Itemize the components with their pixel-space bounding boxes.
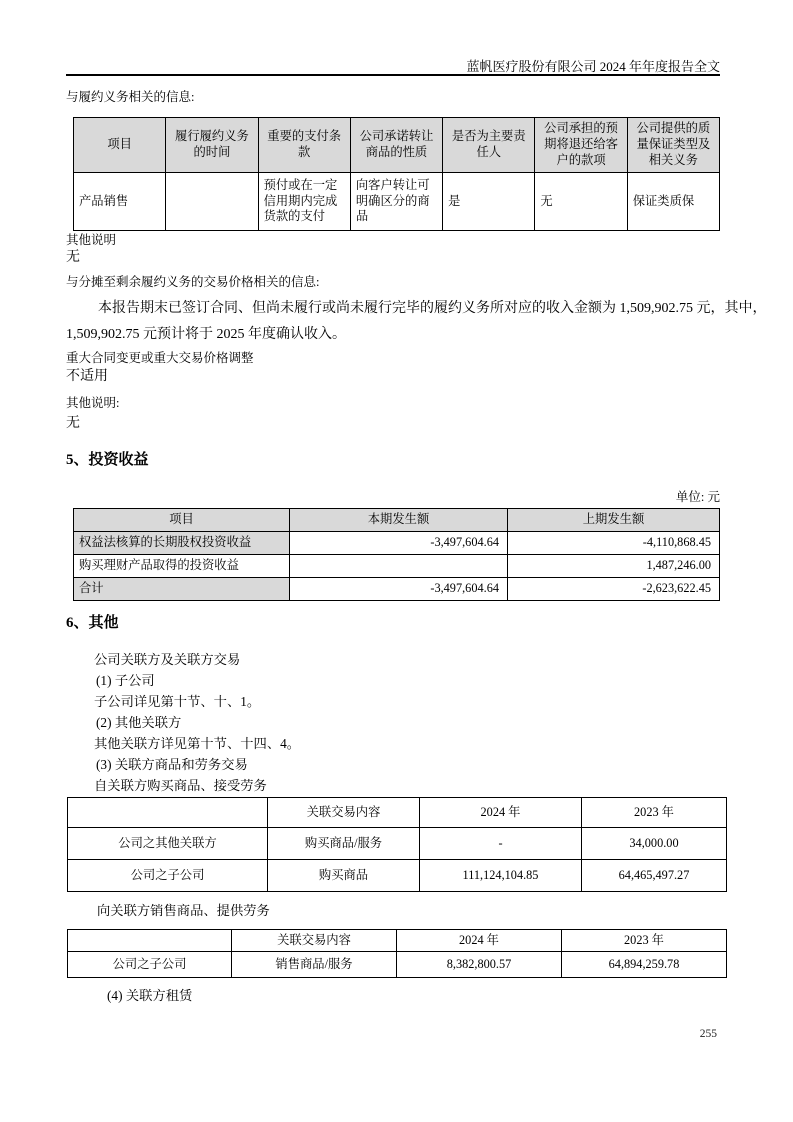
header-cell: 项目 xyxy=(74,509,290,532)
header-cell: 关联交易内容 xyxy=(232,930,397,952)
header-cell: 2023 年 xyxy=(562,930,727,952)
remaining-obligation-paragraph-line1: 本报告期末已签订合同、但尚未履行或尚未履行完毕的履约义务所对应的收入金额为 1,509,902.75 元，其中， xyxy=(98,301,767,316)
related-party-line: 其他关联方详见第十节、十四、4。 xyxy=(94,736,301,751)
data-cell: 购买商品/服务 xyxy=(268,828,420,860)
header-cell: 上期发生额 xyxy=(508,509,720,532)
data-cell: -4,110,868.45 xyxy=(508,532,720,555)
data-cell: 保证类质保 xyxy=(627,173,719,231)
header-cell: 2024 年 xyxy=(420,798,582,828)
data-cell: 公司之子公司 xyxy=(68,952,232,978)
table-header-row xyxy=(74,509,720,532)
data-cell xyxy=(166,173,258,231)
header-cell: 项目 xyxy=(74,118,166,173)
other-note-label: 其他说明 xyxy=(66,233,117,247)
related-party-line: 自关联方购买商品、接受劳务 xyxy=(94,778,267,793)
header-cell xyxy=(68,930,232,952)
data-cell: 预付或在一定信用期内完成货款的支付 xyxy=(258,173,350,231)
data-cell: 111,124,104.85 xyxy=(420,860,582,892)
table-header-row xyxy=(68,930,727,952)
table-header-row xyxy=(68,798,727,828)
data-cell: 64,894,259.78 xyxy=(562,952,727,978)
data-cell: 合计 xyxy=(74,578,290,601)
major-change-value: 不适用 xyxy=(66,369,108,384)
sales-heading: 向关联方销售商品、提供劳务 xyxy=(97,903,270,918)
performance-obligation-table xyxy=(73,117,720,231)
investment-income-table xyxy=(73,508,720,601)
table-row xyxy=(74,578,720,601)
related-party-line: (3) 关联方商品和劳务交易 xyxy=(96,757,248,772)
table-row xyxy=(68,860,727,892)
data-cell: -3,497,604.64 xyxy=(290,578,508,601)
data-cell: 向客户转让可明确区分的商品 xyxy=(350,173,442,231)
data-cell: 权益法核算的长期股权投资收益 xyxy=(74,532,290,555)
data-cell: 购买理财产品取得的投资收益 xyxy=(74,555,290,578)
table-row xyxy=(68,952,727,978)
data-cell: 是 xyxy=(443,173,535,231)
header-cell: 2024 年 xyxy=(397,930,562,952)
data-cell: 64,465,497.27 xyxy=(582,860,727,892)
data-cell: -3,497,604.64 xyxy=(290,532,508,555)
section-5-heading: 5、投资收益 xyxy=(66,452,149,468)
other-note2-label: 其他说明: xyxy=(66,396,120,410)
header-cell: 公司承诺转让商品的性质 xyxy=(350,118,442,173)
header-cell: 本期发生额 xyxy=(290,509,508,532)
related-party-line: (2) 其他关联方 xyxy=(96,715,182,730)
table-row xyxy=(74,173,720,231)
report-header-title: 蓝帆医疗股份有限公司 2024 年年度报告全文 xyxy=(466,59,720,74)
purchase-from-related-table xyxy=(67,797,727,892)
related-party-line: 子公司详见第十节、十、1。 xyxy=(94,694,261,709)
data-cell: 无 xyxy=(535,173,627,231)
page-number: 255 xyxy=(699,1028,717,1040)
data-cell xyxy=(290,555,508,578)
other-note-value: 无 xyxy=(66,250,80,265)
data-cell: 34,000.00 xyxy=(582,828,727,860)
data-cell: -2,623,622.45 xyxy=(508,578,720,601)
data-cell: 产品销售 xyxy=(74,173,166,231)
data-cell: 1,487,246.00 xyxy=(508,555,720,578)
table-row xyxy=(74,555,720,578)
data-cell: 公司之子公司 xyxy=(68,860,268,892)
header-rule xyxy=(66,74,720,76)
data-cell: - xyxy=(420,828,582,860)
header-cell: 关联交易内容 xyxy=(268,798,420,828)
header-cell: 公司承担的预期将退还给客户的款项 xyxy=(535,118,627,173)
data-cell: 8,382,800.57 xyxy=(397,952,562,978)
performance-obligation-info-label: 与履约义务相关的信息: xyxy=(66,90,195,104)
related-party-line: (1) 子公司 xyxy=(96,673,155,688)
related-party-line: 公司关联方及关联方交易 xyxy=(94,652,241,667)
remaining-obligation-info-label: 与分摊至剩余履约义务的交易价格相关的信息: xyxy=(66,275,320,289)
lease-heading: (4) 关联方租赁 xyxy=(107,988,193,1003)
sales-to-related-table xyxy=(67,929,727,978)
unit-label: 单位: 元 xyxy=(675,490,720,504)
header-cell xyxy=(68,798,268,828)
data-cell: 购买商品 xyxy=(268,860,420,892)
table-header-row xyxy=(74,118,720,173)
header-cell: 2023 年 xyxy=(582,798,727,828)
header-cell: 重要的支付条款 xyxy=(258,118,350,173)
data-cell: 公司之其他关联方 xyxy=(68,828,268,860)
header-cell: 履行履约义务的时间 xyxy=(166,118,258,173)
other-note2-value: 无 xyxy=(66,416,80,431)
header-cell: 公司提供的质量保证类型及相关义务 xyxy=(627,118,719,173)
remaining-obligation-paragraph-line2: 1,509,902.75 元预计将于 2025 年度确认收入。 xyxy=(66,327,346,342)
table-row xyxy=(74,532,720,555)
major-change-label: 重大合同变更或重大交易价格调整 xyxy=(66,351,254,365)
section-6-heading: 6、其他 xyxy=(66,615,119,631)
header-cell: 是否为主要责任人 xyxy=(443,118,535,173)
table-row xyxy=(68,828,727,860)
data-cell: 销售商品/服务 xyxy=(232,952,397,978)
